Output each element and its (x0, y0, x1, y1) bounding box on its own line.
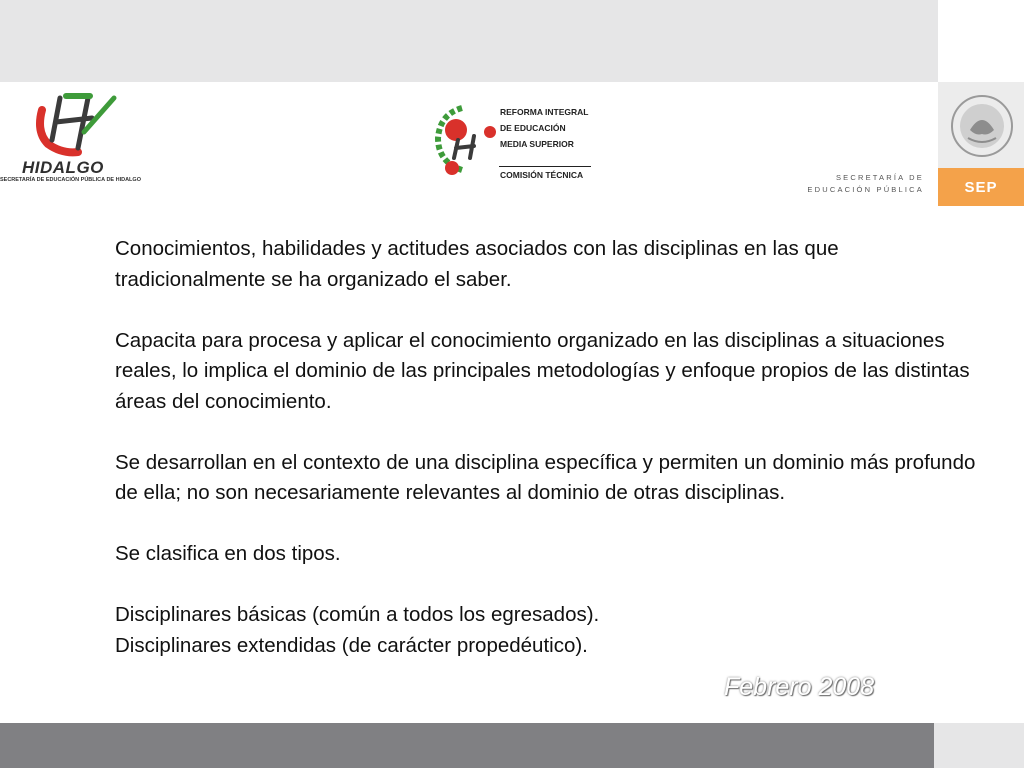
hidalgo-subtitle: SECRETARÍA DE EDUCACIÓN PÚBLICA DE HIDALGO (0, 177, 141, 183)
hidalgo-name: HIDALGO (22, 158, 104, 177)
top-banner (0, 0, 938, 82)
riems-committee: COMISIÓN TÉCNICA (500, 170, 584, 180)
riems-logo-icon (432, 100, 502, 180)
type-basicas: Disciplinares básicas (común a todos los egresados). (115, 603, 600, 626)
type-extendidas: Disciplinares extendidas (de carácter propedéutico). (115, 633, 588, 657)
paragraph-conocimientos: Conocimientos, habilidades y actitudes asociados con las disciplinas en las que tradicionalmente se ha organizado el saber. (115, 237, 839, 291)
sep-educacion-text: EDUCACIÓN PÚBLICA (807, 185, 924, 194)
sep-secretaria-text: SECRETARÍA DE (835, 173, 924, 182)
slide-body (115, 234, 985, 661)
riems-divider (499, 166, 591, 167)
riems-line-2: DE EDUCACIÓN (500, 123, 566, 133)
sep-label: SEP (964, 178, 998, 196)
sep-badge (938, 168, 1024, 206)
sep-wordmark (800, 172, 924, 196)
mexican-seal-icon (944, 90, 1020, 162)
riems-title (500, 104, 600, 152)
paragraph-capacita: Capacita para procesa y aplicar el conocimiento organizado en las disciplinas a situaciones reales, lo implica el dominio de las principales metodologías y enfoque propios de las distintas áreas del conocimiento. (115, 328, 970, 413)
riems-line-1: REFORMA INTEGRAL (500, 107, 589, 117)
riems-line-3: MEDIA SUPERIOR (500, 139, 574, 149)
footer-band (0, 723, 934, 768)
footer-right-band (934, 723, 1024, 768)
top-right-banner (938, 0, 1024, 82)
date-label: Febrero 2008 (724, 673, 875, 701)
paragraph-desarrollan: Se desarrollan en el contexto de una disciplina específica y permiten un dominio más profundo de ella; no son necesariamente relevantes al dominio de otras disciplinas. (115, 450, 976, 504)
paragraph-clasifica: Se clasifica en dos tipos. (115, 542, 341, 565)
